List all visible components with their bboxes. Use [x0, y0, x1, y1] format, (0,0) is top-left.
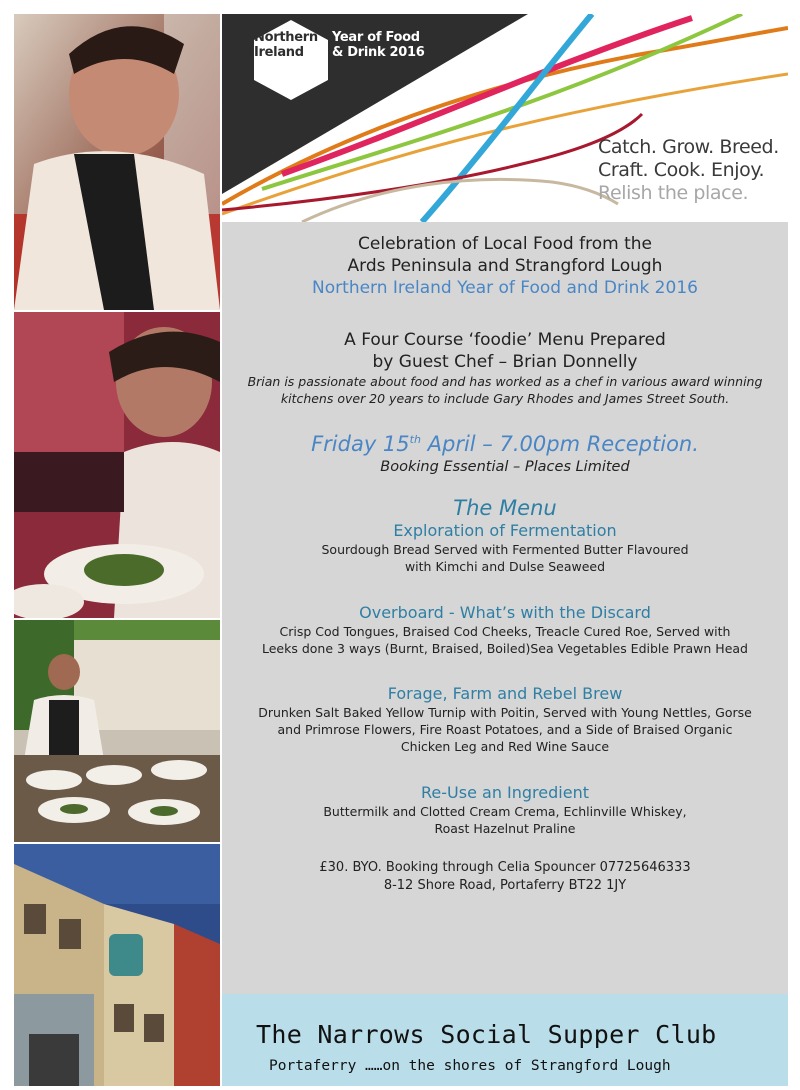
- intro-line3: Northern Ireland Year of Food and Drink 2016: [312, 278, 698, 298]
- course-description: Crisp Cod Tongues, Braised Cod Cheeks, Treacle Cured Roe, Served with Leeks done 3 ways (Burnt, Braised, Boiled)Sea Vegetables Edible Prawn Head: [262, 624, 748, 656]
- booking-note: Booking Essential – Places Limited: [380, 459, 630, 475]
- course-title: Forage, Farm and Rebel Brew: [387, 684, 623, 703]
- tagline: [598, 136, 779, 205]
- address-line: 8-12 Shore Road, Portaferry BT22 1JY: [383, 878, 627, 893]
- course-title: Exploration of Fermentation: [393, 521, 617, 540]
- photo-chef-portrait: [14, 14, 220, 310]
- logo-name: Northern Ireland: [254, 30, 318, 60]
- course-title: Overboard - What’s with the Discard: [359, 603, 651, 622]
- course-description: Sourdough Bread Served with Fermented Butter Flavoured with Kimchi and Dulse Seaweed: [321, 542, 689, 574]
- chef-heading2: by Guest Chef – Brian Donnelly: [372, 352, 638, 372]
- photo-building-exterior: [14, 844, 220, 1086]
- course-description: Drunken Salt Baked Yellow Turnip with Poitin, Served with Young Nettles, Gorse and Primrose Flowers, Fire Roast Potatoes, and a Side of Braised Organic Chicken Leg and Red Wine Sauce: [258, 705, 752, 754]
- event-date: Friday 15th April – 7.00pm Reception.: [311, 432, 699, 456]
- tagline-line2: Craft. Cook. Enjoy.: [598, 159, 765, 181]
- tagline-line1: Catch. Grow. Breed.: [598, 136, 779, 158]
- price-booking-line: £30. BYO. Booking through Celia Spouncer 07725646333: [319, 860, 691, 875]
- club-name: The Narrows Social Supper Club: [256, 1020, 717, 1049]
- logo-year: Year of Food & Drink 2016: [332, 30, 425, 60]
- photo-kitchen-pass: [14, 620, 220, 842]
- course-title: Re-Use an Ingredient: [421, 783, 589, 802]
- chef-bio: Brian is passionate about food and has worked as a chef in various award winning kitchens over 20 years to include Gary Rhodes and James Street South.: [247, 374, 763, 406]
- club-location: Portaferry ……on the shores of Strangford Lough: [269, 1058, 671, 1074]
- chef-heading1: A Four Course ‘foodie’ Menu Prepared: [344, 330, 666, 350]
- intro-line1: Celebration of Local Food from the: [358, 234, 652, 254]
- event-details: [222, 222, 788, 994]
- photo-chef-plating: [14, 312, 220, 618]
- footer-banner: [222, 994, 788, 1086]
- course-description: Buttermilk and Clotted Cream Crema, Echlinville Whiskey, Roast Hazelnut Praline: [323, 804, 687, 836]
- menu-title: The Menu: [453, 496, 557, 520]
- header-banner: [222, 14, 788, 222]
- intro-line2: Ards Peninsula and Strangford Lough: [347, 256, 663, 276]
- tagline-line3: Relish the place.: [598, 182, 749, 204]
- photo-strip: [14, 14, 220, 1086]
